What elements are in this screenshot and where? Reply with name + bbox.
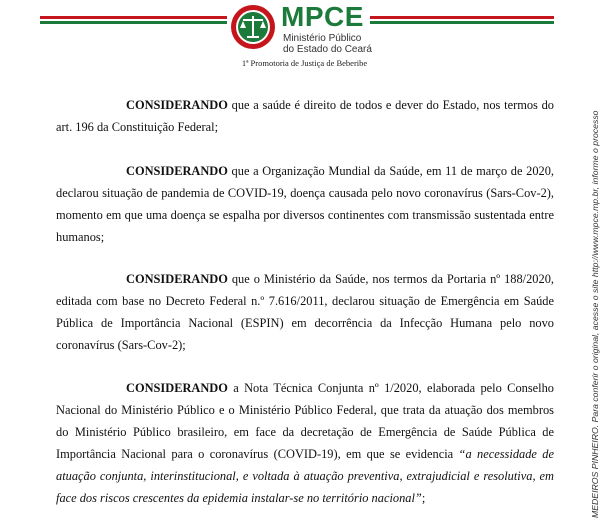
paragraph-4-lead: CONSIDERANDO xyxy=(126,381,228,395)
paragraph-1-lead: CONSIDERANDO xyxy=(126,98,228,112)
paragraph-3 xyxy=(56,268,554,356)
paragraph-2 xyxy=(56,160,554,248)
org-acronym: MPCE xyxy=(281,1,364,32)
verification-sidebar-text: MEDEIROS PINHEIRO. Para conferir o original, acesse o site http://www.mpce.mp.br, informe o processo xyxy=(590,110,600,518)
paragraph-2-text: que a Organização Mundial da Saúde, em 11 de março de 2020, declarou situação de pandemia de COVID-19, doença causada pelo novo coronavírus (Sars-Cov-2), momento em que uma doença se espalha por diversos continentes com transmissão sustentada entre humanos; xyxy=(56,164,554,244)
header-rule-left-red xyxy=(40,16,227,19)
paragraph-3-text: que o Ministério da Saúde, nos termos da Portaria nº 188/2020, editada com base no Decreto Federal n.º 7.616/2011, declarou situação de Emergência em Saúde Pública de Importância Nacional (ESPIN) em decorrência da Infecção Humana pelo novo coronavírus (Sars-Cov-2); xyxy=(56,272,554,352)
paragraph-4 xyxy=(56,377,554,509)
office-name: 1ª Promotoria de Justiça de Beberibe xyxy=(241,58,368,68)
paragraph-4-text: a Nota Técnica Conjunta nº 1/2020, elaborada pelo Conselho Nacional do Ministério Público e o Ministério Público Federal, que trata da atuação dos membros do Ministério Público brasileiro, em face da decretação de Emergência de Saúde Pública de Importância Nacional para o coronavírus (COVID-19), em que se evidencia xyxy=(56,381,554,461)
header-rule-right-red xyxy=(370,16,554,19)
org-name-line1: Ministério Público xyxy=(283,33,362,44)
mpce-logo-emblem-icon xyxy=(229,3,277,51)
header-rule-left-green xyxy=(40,21,227,24)
paragraph-1-text: que a saúde é direito de todos e dever do Estado, nos termos do art. 196 da Constituição Federal; xyxy=(56,98,554,134)
header-rule-right-green xyxy=(370,21,554,24)
paragraph-1 xyxy=(56,94,554,138)
paragraph-3-lead: CONSIDERANDO xyxy=(126,272,228,286)
paragraph-2-lead: CONSIDERANDO xyxy=(126,164,228,178)
paragraph-4-tail: ; xyxy=(421,491,426,505)
paragraph-4-quote: “a necessidade de atuação conjunta, interinstitucional, e voltada à atuação preventiva, extrajudicial e resolutiva, em face dos riscos crescentes da epidemia instalar-se no território nacional” xyxy=(56,447,554,505)
org-name-line2: do Estado do Ceará xyxy=(283,44,372,55)
